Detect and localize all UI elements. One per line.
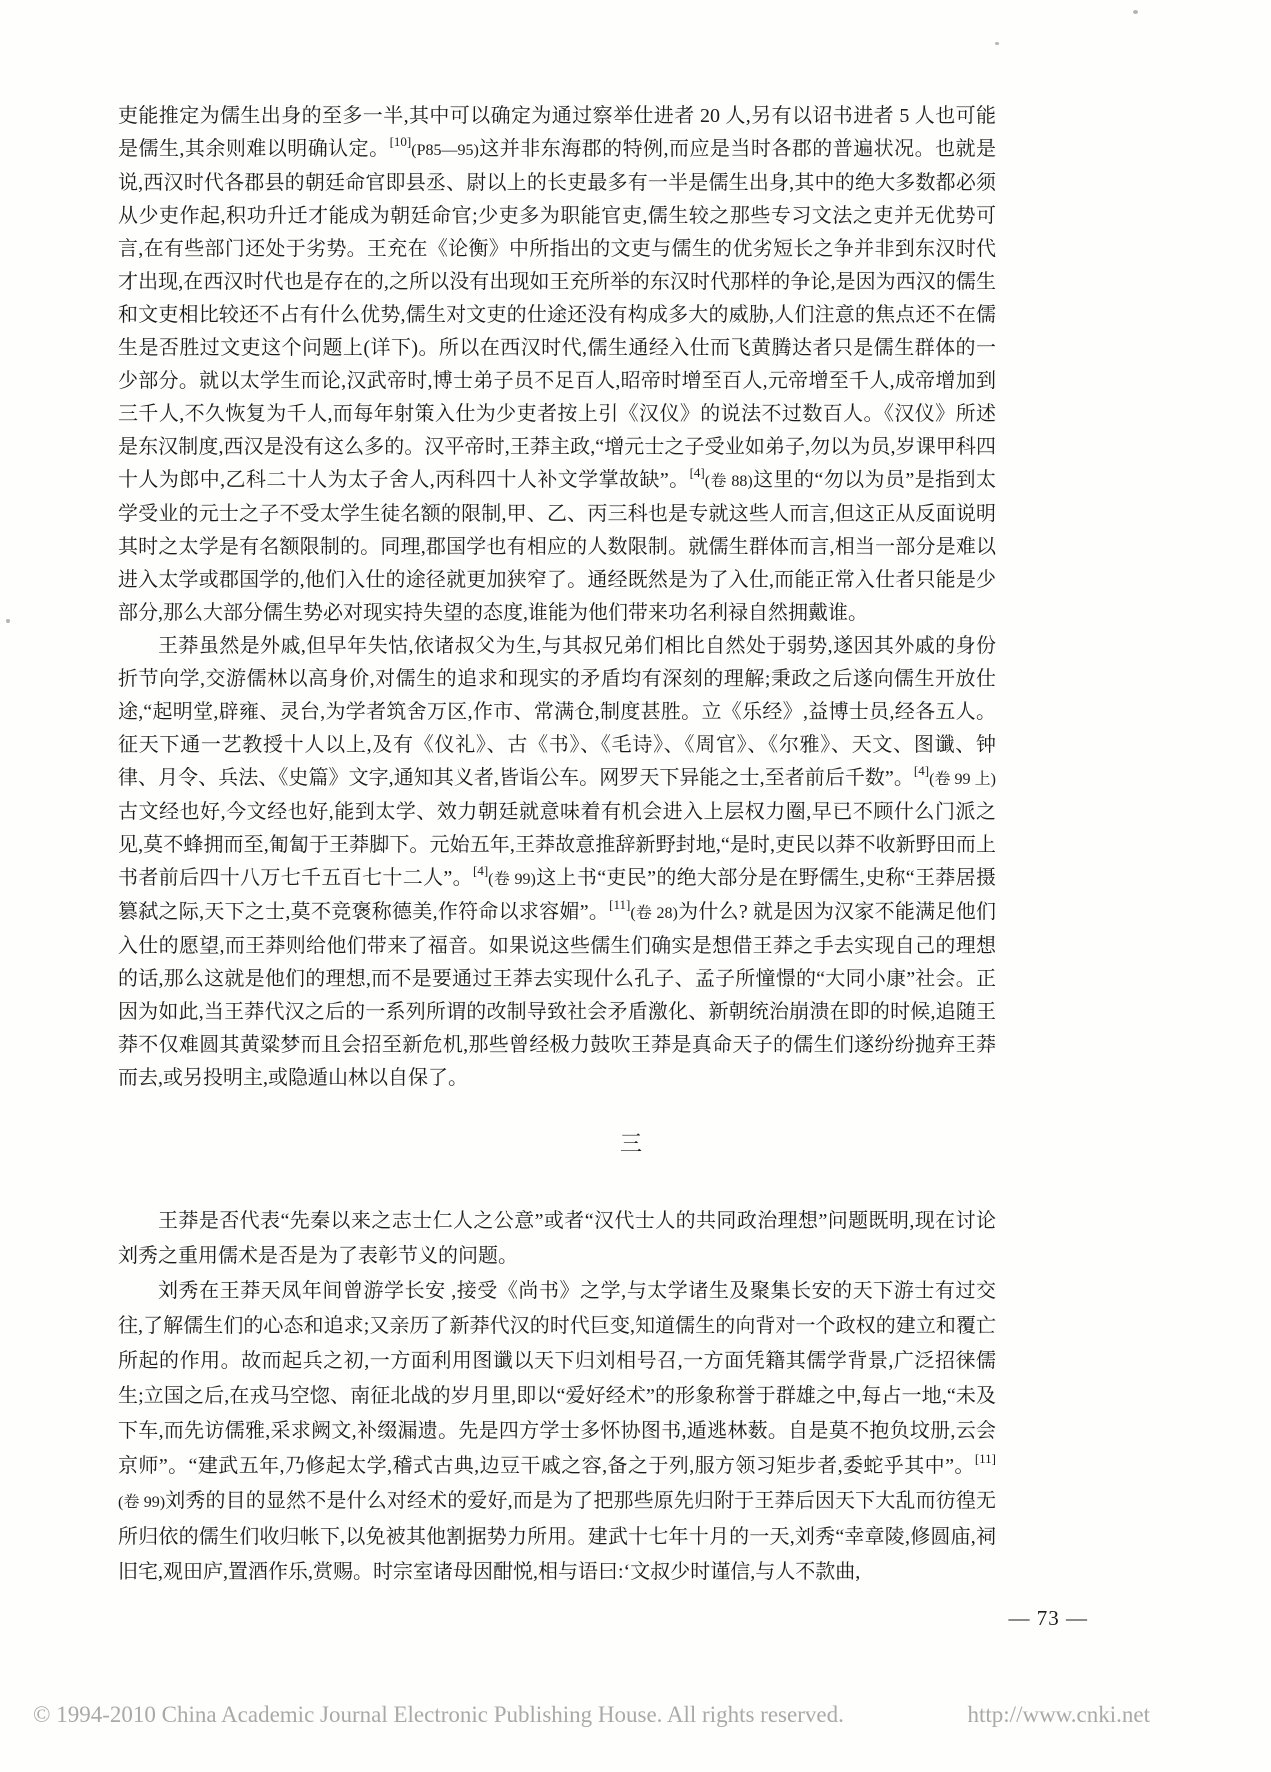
footer [33,1702,1238,1728]
paragraph: 吏能推定为儒生出身的至多一半,其中可以确定为通过察举仕进者 20 人,另有以诏书进者 5 人也可能是儒生,其余则难以明确认定。[10](P85—95)这并非东海郡的特例,而应是当时各郡的普遍状况。也就是说,西汉时代各郡县的朝廷命官即县丞、尉以上的长吏最多有一半是儒生出身,其中的绝大多数都必须从少吏作起,积功升迁才能成为朝廷命官;少吏多为职能官吏,儒生较之那些专习文法之吏并无优势可言,在有些部门还处于劣势。王充在《论衡》中所指出的文吏与儒生的优劣短长之争并非到东汉时代才出现,在西汉时代也是存在的,之所以没有出现如王充所举的东汉时代那样的争论,是因为西汉的儒生和文吏相比较还不占有什么优势,儒生对文吏的仕途还没有构成多大的威胁,人们注意的焦点还不在儒生是否胜过文吏这个问题上(详下)。所以在西汉时代,儒生通经入仕而飞黄腾达者只是儒生群体的一少部分。就以太学生而论,汉武帝时,博士弟子员不足百人,昭帝时增至百人,元帝增至千人,成帝增加到三千人,不久恢复为千人,而每年射策入仕为少吏者按上引《汉仪》的说法不过数百人。《汉仪》所述是东汉制度,西汉是没有这么多的。汉平帝时,王莽主政,“增元士之子受业如弟子,勿以为员,岁课甲科四十人为郎中,乙科二十人为太子舍人,丙科四十人补文学掌故缺”。[4](卷 88)这里的“勿以为员”是指到太学受业的元士之子不受太学生徒名额的限制,甲、乙、丙三科也是专就这些人而言,但这正从反面说明其时之太学是有名额限制的。同理,郡国学也有相应的人数限制。就儒生群体而言,相当一部分是难以进入太学或郡国学的,他们入仕的途径就更加狭窄了。通经既然是为了入仕,而能正常入仕者只能是少部分,那么大部分儒生势必对现实持失望的态度,谁能为他们带来功名利禄自然拥戴谁。 [118,105,997,624]
paragraph: 王莽是否代表“先秦以来之志士仁人之公意”或者“汉代士人的共同政治理想”问题既明,现在讨论刘秀之重用儒术是否是为了表彰节义的问题。 [118,1210,996,1267]
citation-locator: (卷 88) [704,473,753,490]
citation-ref: [11] [609,897,631,912]
citation-ref: [11] [974,1451,996,1466]
citation-ref: [4] [689,465,705,480]
section-below-heading [118,1204,996,1590]
citation-locator: (卷 28) [630,905,678,922]
scan-speck [995,42,999,45]
paragraph: 刘秀在王莽天凤年间曾游学长安 ,接受《尚书》之学,与太学诸生及聚集长安的天下游士有过交往,了解儒生们的心态和追求;又亲历了新莽代汉的时代巨变,知道儒生的向背对一个政权的建立和覆亡所起的作用。故而起兵之初,一方面利用图谶以天下归刘相号召,一方面凭籍其儒学背景,广泛招徕儒生;立国之后,在戎马空惚、南征北战的岁月里,即以“爱好经术”的形象称誉于群雄之中,每占一地,“未及下车,而先访儒雅,采求阙文,补缀漏遗。先是四方学士多怀协图书,遁逃林薮。自是莫不抱负坟册,云会京师”。“建武五年,乃修起太学,稽式古典,边豆干戚之容,备之于列,服方领习矩步者,委蛇乎其中”。[11](卷 99)刘秀的目的显然不是什么对经术的爱好,而是为了把那些原先归附于王莽后因天下大乱而彷徨无所归依的儒生们收归帐下,以免被其他割据势力所用。建武十七年十月的一天,刘秀“幸章陵,修圆庙,祠旧宅,观田庐,置酒作乐,赏赐。时宗室诸母因酣悦,相与语曰:‘文叔少时谨信,与人不款曲, [118,1280,996,1583]
paragraph: 王莽虽然是外戚,但早年失怙,依诸叔父为生,与其叔兄弟们相比自然处于弱势,遂因其外戚的身份折节向学,交游儒林以高身价,对儒生的追求和现实的矛盾均有深刻的理解;秉政之后遂向儒生开放仕途,“起明堂,辟雍、灵台,为学者筑舍万区,作市、常满仓,制度甚胜。立《乐经》,益博士员,经各五人。征天下通一艺教授十人以上,及有《仪礼》、古《书》、《毛诗》、《周官》、《尔雅》、天文、图谶、钟律、月令、兵法、《史篇》文字,通知其义者,皆诣公车。网罗天下异能之士,至者前后千数”。[4](卷 99 上)古文经也好,今文经也好,能到太学、效力朝廷就意味着有机会进入上层权力圈,早已不顾什么门派之见,莫不蜂拥而至,匍匐于王莽脚下。元始五年,王莽故意推辞新野封地,“是时,吏民以莽不收新野田而上书者前后四十八万七千五百七十二人”。[4](卷 99)这上书“吏民”的绝大部分是在野儒生,史称“王莽居摄篡弑之际,天下之士,莫不竞褒称德美,作符命以求容媚”。[11](卷 28)为什么? 就是因为汉家不能满足他们入仕的愿望,而王莽则给他们带来了福音。如果说这些儒生们确实是想借王莽之手去实现自己的理想的话,那么这就是他们的理想,而不是要通过王莽去实现什么孔子、孟子所憧憬的“大同小康”社会。正因为如此,当王莽代汉之后的一系列所谓的改制导致社会矛盾激化、新朝统治崩溃在即的时候,追随王莽不仅难圆其黄粱梦而且会招至新危机,那些曾经极力鼓吹王莽是真命天子的儒生们遂纷纷抛弃王莽而去,或另投明主,或隐遁山林以自保了。 [118,635,996,1089]
citation-locator: (卷 99) [118,1494,166,1511]
copyright-text: © 1994-2010 China Academic Journal Electronic Publishing House. All rights reserved. [33,1702,844,1727]
citation-locator: (P85—95) [411,142,479,159]
citation-locator: (卷 99) [488,871,536,888]
citation-locator: (卷 99 上) [929,771,996,788]
section-above-heading [118,100,996,1095]
citation-ref: [4] [473,863,489,878]
scan-speck [1133,10,1138,14]
body-text [118,100,1088,1631]
page-number: — 73 — [1008,1606,1088,1630]
section-heading: 三 [619,1131,644,1156]
cnki-url: http://www.cnki.net [967,1702,1150,1727]
citation-ref: [4] [913,763,930,778]
citation-ref: [10] [389,134,412,149]
scan-speck [6,619,10,623]
